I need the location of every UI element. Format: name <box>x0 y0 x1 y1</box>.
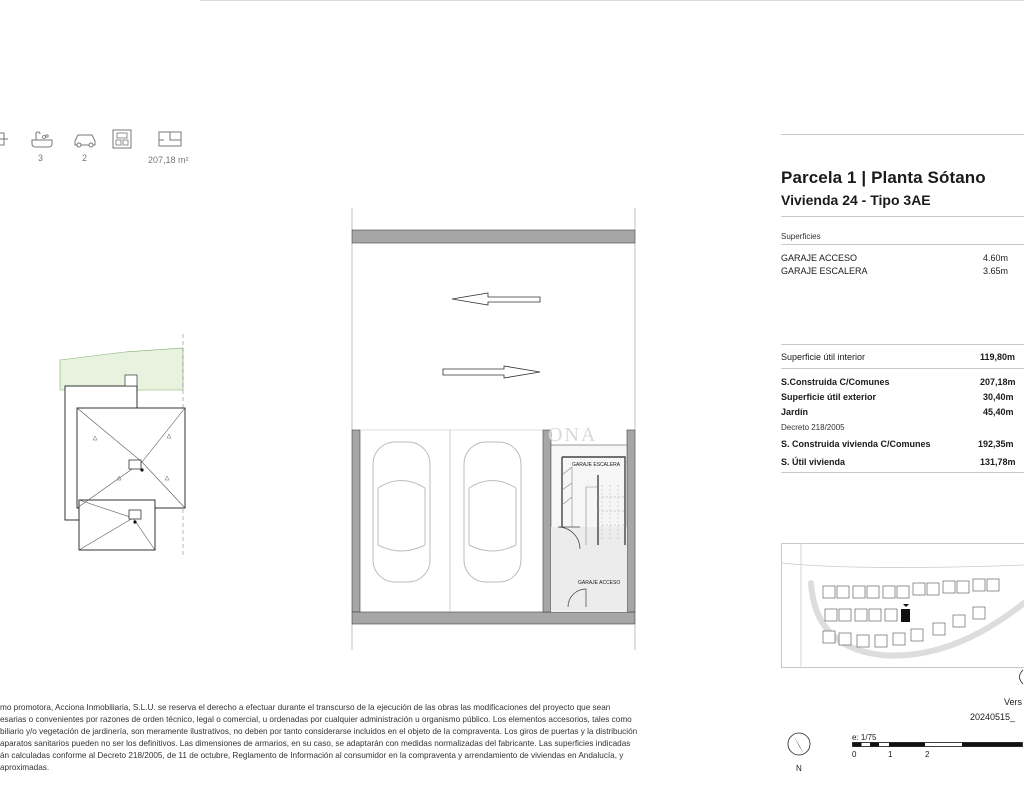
room-label-garage-access: GARAJE ACCESO <box>578 580 621 586</box>
total-value: 131,78m <box>980 457 1016 467</box>
site-map-north-icon <box>1014 668 1024 686</box>
version-label: Vers <box>1004 697 1023 707</box>
disclaimer-line: mo promotora, Acciona Inmobiliaria, S.L.U. se reserva el derecho a efectuar durante el transcurso de la ejecución de las obras las modificaciones del proyecto que sean <box>0 703 611 712</box>
storage-icon <box>112 129 132 149</box>
total-row <box>781 392 1024 402</box>
disclaimer-line: án calculadas conforme al Decreto 218/2005, de 11 de octubre, Reglamento de Información al consumidor en la compraventa y arrendamiento de viviendas en Andalucía, y <box>0 751 624 760</box>
disclaimer-line: aproximadas. <box>0 763 50 772</box>
total-value: 119,80m <box>980 352 1016 362</box>
disclaimer-line: aparatos sanitarios pueden no ser los definitivos. Las dimensiones de armarios, en su caso, se adaptarán con medidas normalizadas del fabricante. Las superficies indicadas <box>0 739 631 748</box>
legal-disclaimer <box>0 702 745 774</box>
version-code: 20240515_ <box>970 712 1016 722</box>
page-title: Parcela 1 | Planta Sótano <box>781 168 986 187</box>
surfaces-heading: Superficies <box>781 232 821 241</box>
total-row <box>781 352 1024 362</box>
total-row <box>781 407 1024 417</box>
top-divider <box>200 0 1024 1</box>
total-name: S. Útil vivienda <box>781 457 846 467</box>
bath-icon <box>30 131 54 149</box>
bed-icon <box>0 131 10 147</box>
surfaces-heading-divider <box>781 244 1024 245</box>
room-row <box>781 253 1024 263</box>
total-value: 30,40m <box>983 392 1014 402</box>
car-1 <box>373 442 430 582</box>
north-label: N <box>796 764 802 773</box>
totals-mid-divider <box>781 368 1024 369</box>
total-value: 45,40m <box>983 407 1014 417</box>
total-row <box>781 457 1024 467</box>
room-name: GARAJE ACCESO <box>781 253 858 263</box>
room-label-garage-stair: GARAJE ESCALERA <box>572 462 621 468</box>
scale-label: e: 1/75 <box>852 733 877 742</box>
built-area: 207,18 m² <box>148 155 189 165</box>
bathrooms-count: 3 <box>38 153 44 163</box>
scale-bar <box>852 741 1024 749</box>
page-subtitle: Vivienda 24 - Tipo 3AE <box>781 192 931 208</box>
scale-tick: 0 <box>852 750 857 759</box>
feature-icons <box>0 128 220 168</box>
room-value: 4.60m <box>983 253 1009 263</box>
disclaimer-line: biliario y/o vegetación de jardinería, son meramente ilustrativos, no deben por tanto considerarse incluidos en el objeto de la compraventa. Los giros de puertas y la distribución <box>0 727 638 736</box>
total-name: Jardín <box>781 407 809 417</box>
info-top-divider <box>781 134 1024 135</box>
traffic-arrow-left <box>452 293 540 305</box>
total-value: 192,35m <box>978 439 1014 449</box>
parking-count: 2 <box>82 153 88 163</box>
car-icon <box>73 132 97 148</box>
traffic-arrow-right <box>443 366 540 378</box>
totals-top-divider <box>781 344 1024 345</box>
decree-note: Decreto 218/2005 <box>781 423 845 432</box>
total-name: Superficie útil interior <box>781 352 866 362</box>
site-map <box>781 543 1024 668</box>
disclaimer-line: esarias o convenientes por razones de orden técnico, legal o comercial, u ordenadas por cualquier administración u organismo público. Los elementos accesorios, tales como <box>0 715 632 724</box>
room-name: GARAJE ESCALERA <box>781 266 868 276</box>
watermark: ONA <box>548 424 598 446</box>
room-row <box>781 266 1024 276</box>
totals-bottom-divider <box>781 472 1024 473</box>
total-name: S. Construida vivienda C/Comunes <box>781 439 931 449</box>
total-value: 207,18m <box>980 377 1016 387</box>
total-name: Superficie útil exterior <box>781 392 877 402</box>
total-name: S.Construida C/Comunes <box>781 377 890 387</box>
total-row <box>781 377 1024 387</box>
unit-highlight <box>901 609 910 622</box>
total-row <box>781 439 1024 449</box>
floor-area-icon <box>158 131 182 147</box>
key-plan <box>55 330 195 560</box>
room-value: 3.65m <box>983 266 1009 276</box>
car-2 <box>464 442 521 582</box>
scale-tick: 2 <box>925 750 930 759</box>
north-arrow-icon <box>786 731 812 763</box>
scale-tick: 1 <box>888 750 893 759</box>
subtitle-divider <box>781 216 1024 217</box>
